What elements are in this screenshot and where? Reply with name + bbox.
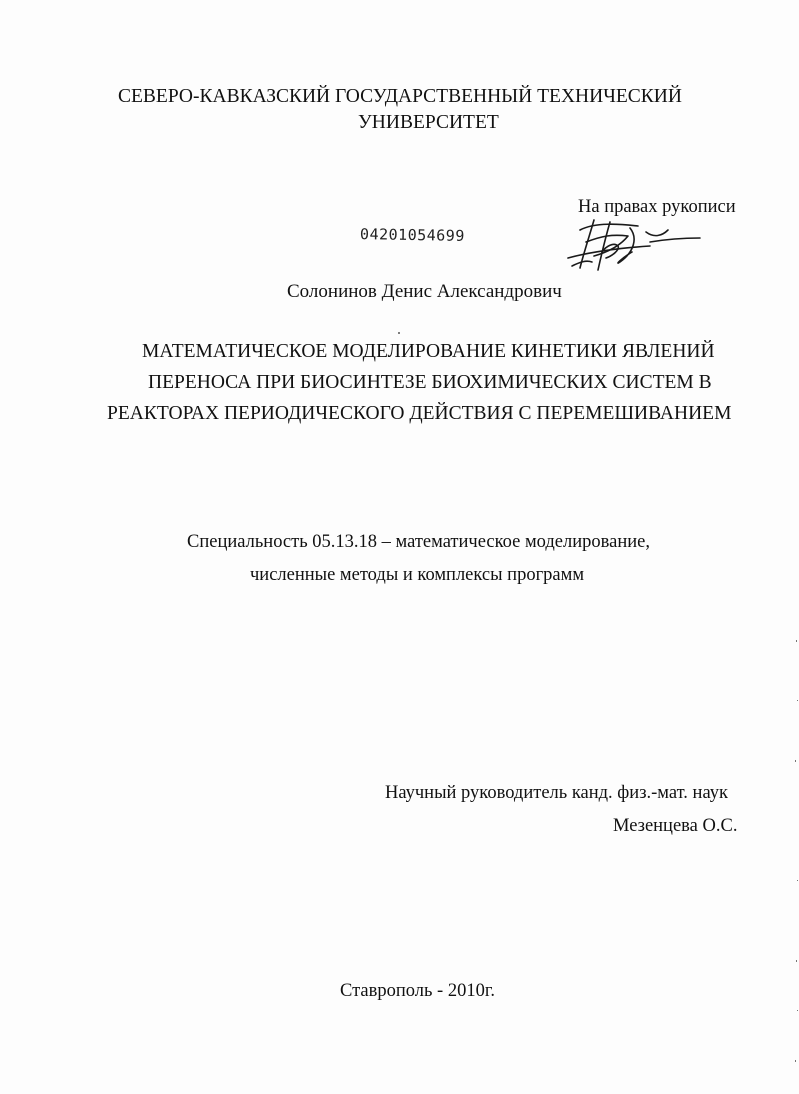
- scan-edge-artifacts: [793, 0, 799, 1094]
- city-year: Ставрополь - 2010г.: [340, 981, 495, 1001]
- advisor-line1: Научный руководитель канд. физ.-мат. наук: [385, 783, 728, 803]
- scan-speck: [398, 332, 400, 334]
- specialty-line2: численные методы и комплексы программ: [250, 565, 585, 585]
- university-name-line1: СЕВЕРО-КАВКАЗСКИЙ ГОСУДАРСТВЕННЫЙ ТЕХНИЧЕСКИЙ: [118, 86, 682, 107]
- thesis-title-line2: ПЕРЕНОСА ПРИ БИОСИНТЕЗЕ БИОХИМИЧЕСКИХ СИСТЕМ В: [148, 372, 712, 393]
- university-name-line2: УНИВЕРСИТЕТ: [358, 112, 499, 133]
- thesis-title-line1: МАТЕМАТИЧЕСКОЕ МОДЕЛИРОВАНИЕ КИНЕТИКИ ЯВЛЕНИЙ: [142, 341, 715, 362]
- handwritten-signature: [550, 212, 710, 278]
- author-name: Солонинов Денис Александрович: [287, 281, 562, 302]
- registration-number-stamp: 04201054699: [359, 225, 465, 245]
- advisor-name: Мезенцева О.С.: [613, 816, 738, 836]
- manuscript-rights-note: На правах рукописи: [578, 197, 736, 217]
- specialty-line1: Специальность 05.13.18 – математическое моделирование,: [187, 532, 650, 552]
- thesis-title-line3: РЕАКТОРАХ ПЕРИОДИЧЕСКОГО ДЕЙСТВИЯ С ПЕРЕМЕШИВАНИЕМ: [107, 403, 732, 424]
